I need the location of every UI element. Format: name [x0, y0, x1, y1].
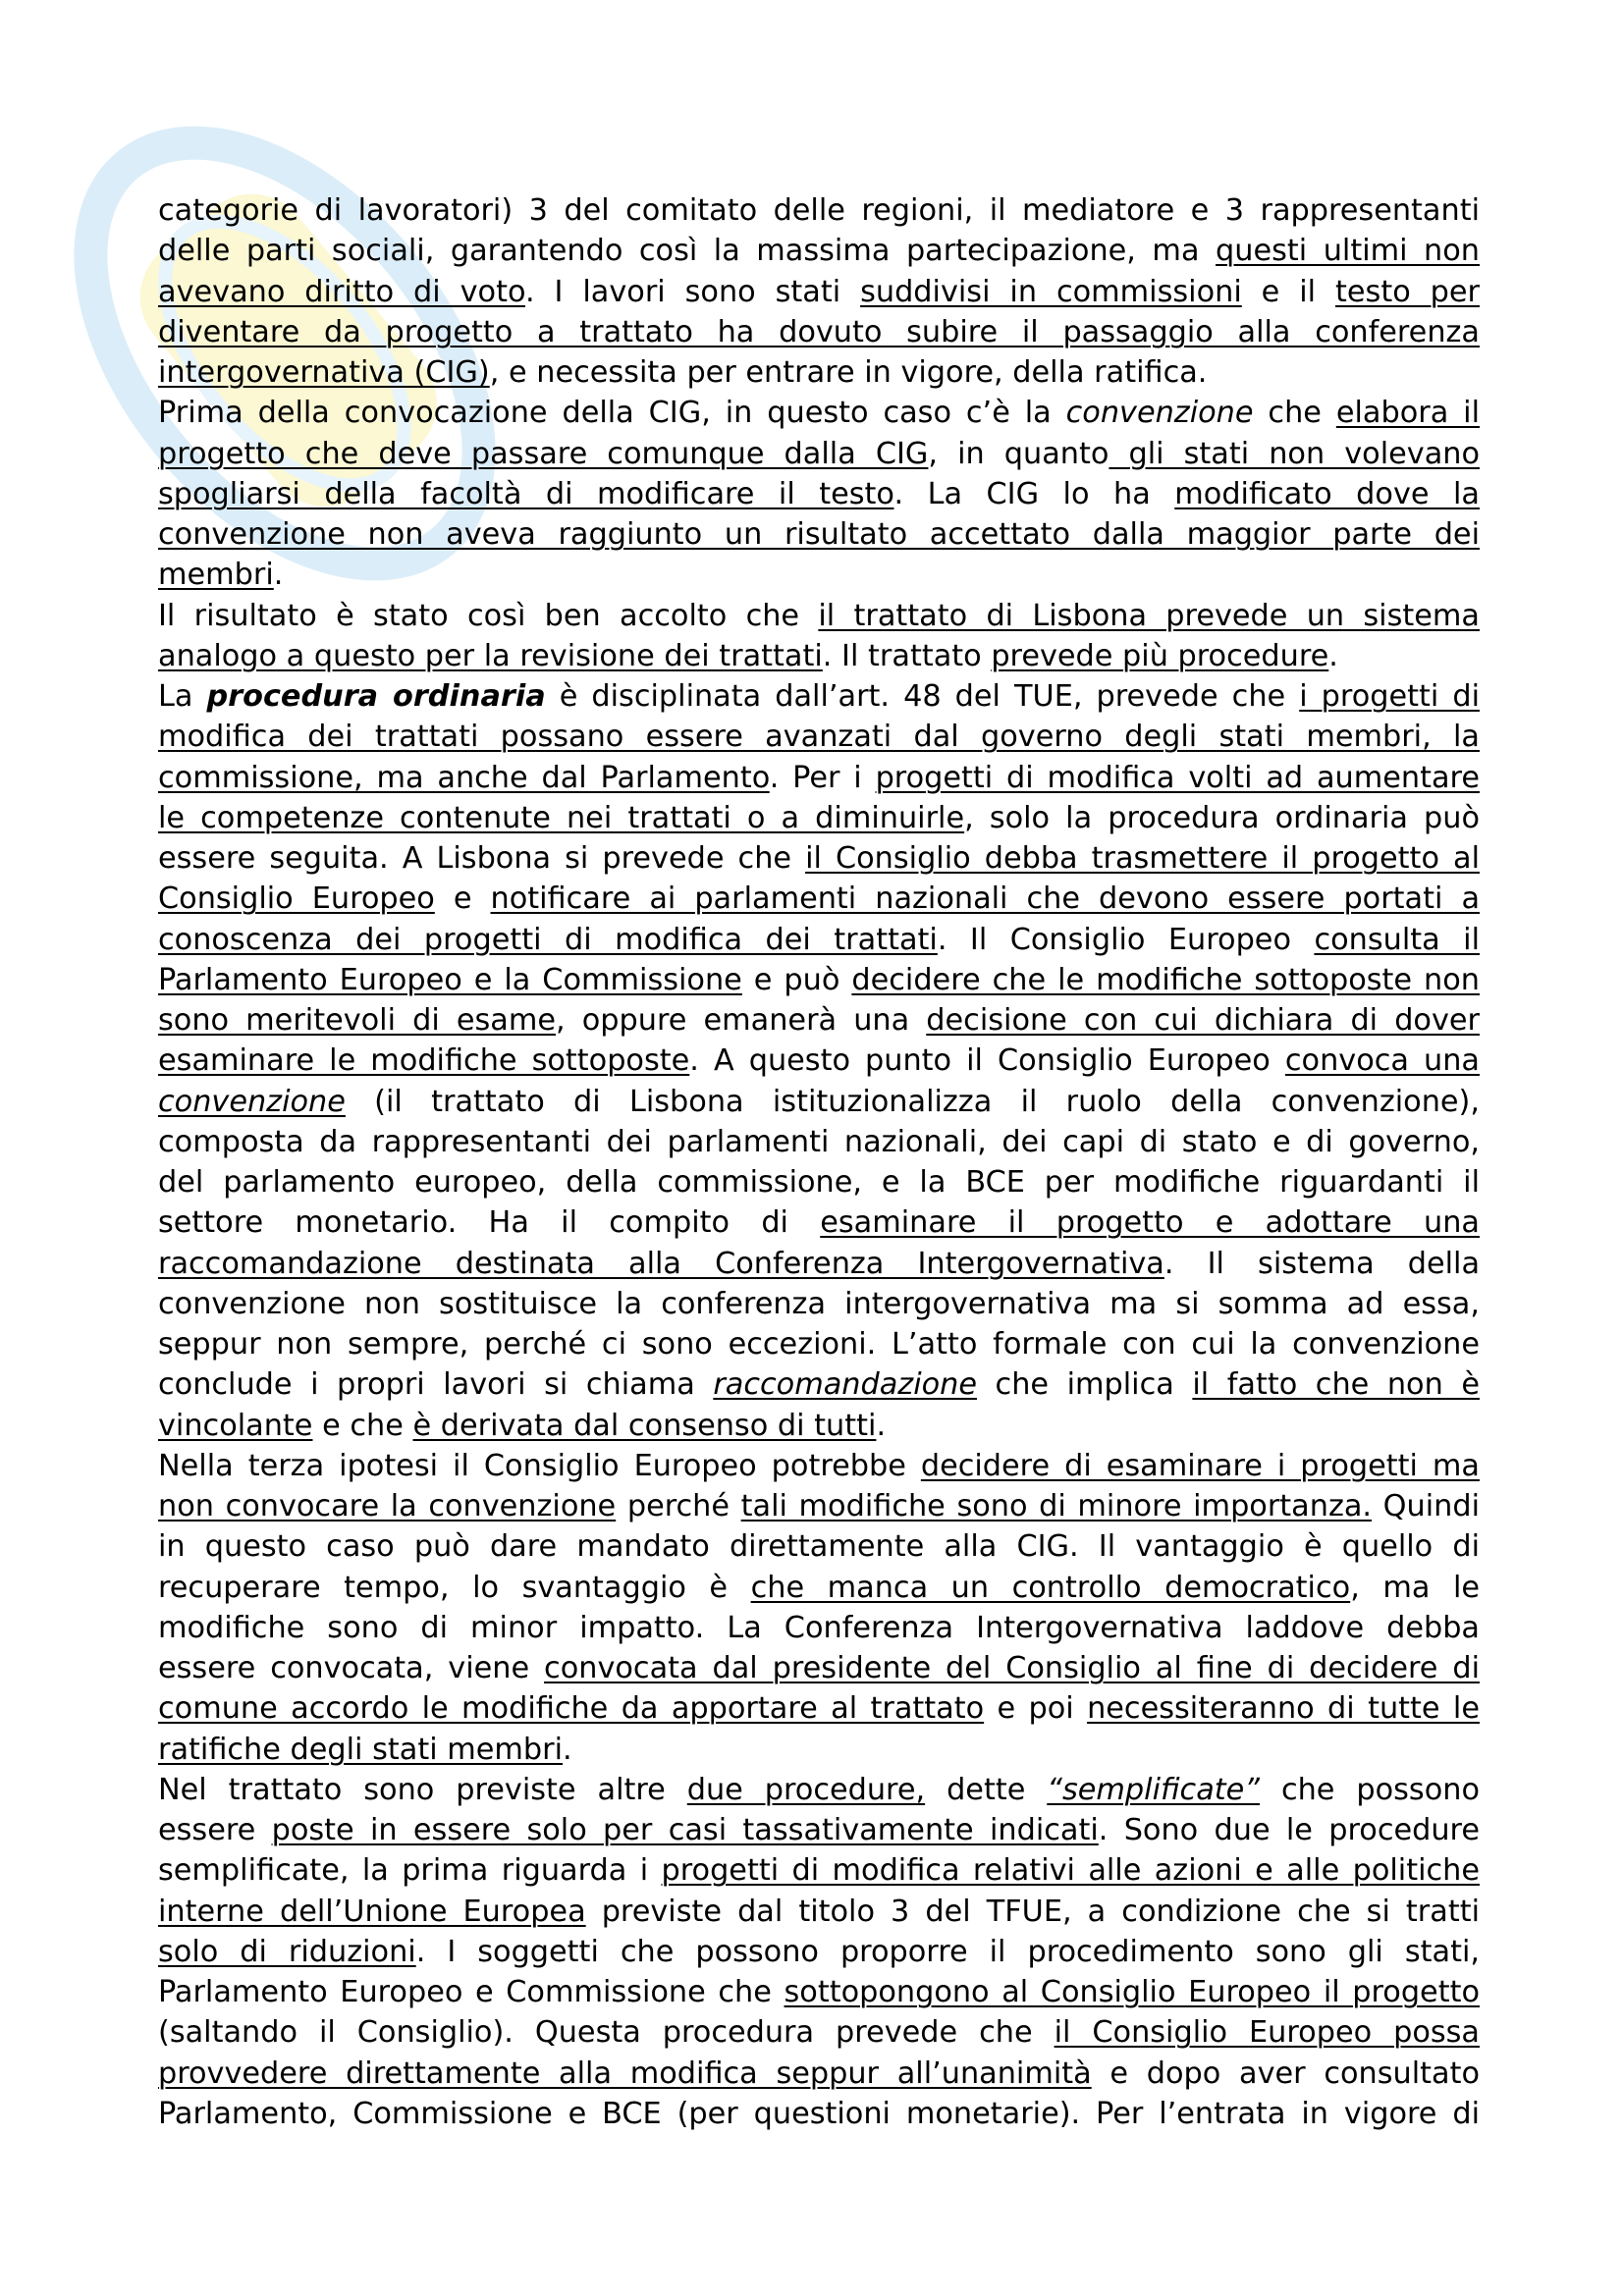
text-line: [158, 636, 1480, 676]
text-segment: modifiche sono di minor impatto. La Conferenza Intergovernativa laddove debba: [158, 1610, 1480, 1645]
text-line: [158, 1486, 1480, 1526]
underlined-text: tali modifiche sono di minore importanza.: [740, 1489, 1373, 1523]
underlined-text: decidere di esaminare i progetti ma: [920, 1448, 1480, 1483]
text-line: [158, 838, 1480, 879]
text-segment: (il trattato di Lisbona istituzionalizza il ruolo della convenzione),: [345, 1084, 1480, 1119]
text-segment: semplificate, la prima riguarda i: [158, 1853, 662, 1889]
underlined-text: convoca una: [1284, 1043, 1480, 1079]
underlined-text: il fatto che non è: [1192, 1367, 1480, 1403]
text-segment: che possono: [1260, 1772, 1480, 1807]
underlined-text: il Consiglio Europeo possa: [1054, 2015, 1480, 2051]
underlined-text: i progetti di: [1299, 679, 1480, 714]
text-line: [158, 1406, 1480, 1446]
underlined-text: suddivisi in commissioni: [860, 274, 1242, 309]
underlined-text: esaminare le modifiche sottoposte: [158, 1043, 690, 1079]
text-line: [158, 474, 1480, 514]
text-line: [158, 676, 1480, 717]
text-line: [158, 1244, 1480, 1284]
text-line: [158, 2054, 1480, 2094]
paragraph: [158, 393, 1480, 595]
text-segment: e poi: [984, 1691, 1088, 1727]
underlined-text: raccomandazione destinata alla Conferenza Intergovernativa: [158, 1246, 1164, 1281]
text-line: [158, 434, 1480, 474]
text-line: [158, 1446, 1480, 1486]
text-segment: . Il Consiglio Europeo: [937, 922, 1315, 957]
text-segment: , oppure emanerà una: [556, 1003, 927, 1038]
text-segment: Il risultato è stato così ben accolto che: [158, 598, 819, 633]
underlined-text: è derivata dal consenso di tutti: [412, 1408, 877, 1443]
text-line: [158, 1082, 1480, 1122]
text-segment: . A questo punto il Consiglio Europeo: [689, 1043, 1285, 1079]
text-line: [158, 879, 1480, 919]
underlined-text: progetto che deve passare comunque dalla CIG: [158, 436, 929, 471]
underlined-italic-text: convenzione: [158, 1084, 346, 1119]
underlined-text: decisione con cui dichiara di dover: [926, 1003, 1480, 1038]
text-segment: seppur non sempre, perché ci sono eccezioni. L’atto formale con cui la convenzione: [158, 1327, 1480, 1362]
underlined-text: prevede più procedure: [991, 638, 1329, 673]
underlined-text: che manca un controllo democratico: [750, 1570, 1351, 1605]
underlined-text: il trattato di Lisbona prevede un sistema: [818, 598, 1480, 633]
text-line: [158, 555, 1480, 595]
underlined-text: ratifiche degli stati membri: [158, 1732, 564, 1767]
text-segment: del parlamento europeo, della commissione, e la BCE per modifiche riguardanti il: [158, 1165, 1480, 1200]
text-segment: e che: [312, 1408, 413, 1443]
underlined-text: progetti di modifica volti ad aumentare: [875, 760, 1480, 795]
text-segment: settore monetario. Ha il compito di: [158, 1205, 821, 1241]
underlined-text: sono meritevoli di esame: [158, 1003, 557, 1038]
text-line: [158, 1892, 1480, 1932]
paragraph: [158, 1770, 1480, 2134]
text-line: [158, 1850, 1480, 1891]
underlined-text: elabora il: [1335, 396, 1480, 431]
paragraph: [158, 596, 1480, 677]
underlined-text: convocata dal presidente del Consiglio al fine di decidere di: [544, 1651, 1480, 1685]
text-line: [158, 312, 1480, 352]
underlined-text: membri: [158, 558, 274, 593]
underlined-text: comune accordo le modifiche da apportare al trattato: [158, 1691, 985, 1727]
text-line: [158, 1688, 1480, 1729]
text-line: [158, 2094, 1480, 2134]
text-segment: Nella terza ipotesi il Consiglio Europeo potrebbe: [158, 1448, 921, 1483]
paragraph: [158, 676, 1480, 1446]
underlined-text: notificare ai parlamenti nazionali che devono essere portati a: [490, 881, 1481, 917]
underlined-text: diventare da progetto a trattato ha dovuto subire il passaggio alla conferenza: [158, 314, 1480, 349]
underlined-text: convenzione non aveva raggiunto un risultato accettato dalla maggior parte dei: [158, 517, 1480, 552]
text-line: [158, 920, 1480, 960]
text-segment: e può: [741, 962, 852, 997]
text-segment: (saltando il Consiglio). Questa procedura prevede che: [158, 2015, 1055, 2051]
text-segment: . Il trattato: [822, 638, 992, 673]
text-segment: , e necessita per entrare in vigore, della ratifica.: [489, 355, 1208, 390]
text-line: [158, 1608, 1480, 1648]
text-segment: . I soggetti che possono proporre il procedimento sono gli stati,: [415, 1934, 1480, 1969]
text-line: [158, 1810, 1480, 1850]
text-segment: . Sono due le procedure: [1098, 1813, 1480, 1847]
underlined-text: provvedere direttamente alla modifica seppur all’unanimità: [158, 2056, 1092, 2091]
text-line: [158, 758, 1480, 798]
text-segment: recuperare tempo, lo svantaggio è: [158, 1570, 751, 1605]
underlined-text: conoscenza dei progetti di modifica dei trattati: [158, 922, 938, 957]
text-line: [158, 1568, 1480, 1608]
underlined-text: necessiteranno di tutte le: [1087, 1691, 1480, 1727]
text-segment: categorie di lavoratori) 3 del comitato delle regioni, il mediatore e 3 rappresentanti: [158, 193, 1480, 228]
text-segment: è disciplinata dall’art. 48 del TUE, prevede che: [545, 679, 1300, 714]
text-line: [158, 960, 1480, 1000]
text-line: [158, 1526, 1480, 1567]
text-segment: .: [1328, 638, 1338, 673]
text-segment: previste dal titolo 3 del TFUE, a condizione che si tratti: [585, 1894, 1480, 1929]
underlined-text: modificato dove la: [1174, 476, 1480, 511]
text-segment: Quindi: [1372, 1489, 1480, 1523]
underlined-text: solo di riduzioni: [158, 1934, 416, 1969]
underlined-text: poste in essere solo per casi tassativamente indicati: [271, 1813, 1099, 1847]
text-segment: , solo la procedura ordinaria può: [964, 800, 1480, 835]
text-line: [158, 1324, 1480, 1364]
text-line: [158, 1122, 1480, 1162]
text-segment: . La CIG lo ha: [893, 476, 1175, 511]
text-line: [158, 231, 1480, 271]
underlined-text: il Consiglio debba trasmettere il progetto al: [805, 841, 1481, 876]
text-line: [158, 1041, 1480, 1081]
underlined-text: progetti di modifica relativi alle azioni e alle politiche: [661, 1853, 1480, 1889]
underlined-text: consulta il: [1314, 922, 1480, 957]
text-segment: essere seguita. A Lisbona si prevede che: [158, 841, 806, 876]
text-segment: e il: [1241, 274, 1336, 309]
text-line: [158, 1770, 1480, 1810]
underlined-text: commissione, ma anche dal Parlamento: [158, 760, 770, 795]
text-segment: Parlamento Europeo e Commissione che: [158, 1975, 784, 2009]
text-segment: Nel trattato sono previste altre: [158, 1772, 687, 1807]
text-line: [158, 717, 1480, 757]
text-segment: , in quanto: [928, 436, 1109, 471]
text-segment: essere: [158, 1813, 272, 1847]
underlined-text: avevano diritto di voto: [158, 274, 525, 309]
text-segment: Prima della convocazione della CIG, in questo caso c’è la: [158, 396, 1066, 431]
underlined-text: modifica dei trattati possano essere avanzati dal governo degli stati membri, la: [158, 720, 1480, 755]
text-line: [158, 1648, 1480, 1688]
text-segment: , ma le: [1350, 1570, 1481, 1605]
text-line: [158, 1000, 1480, 1041]
underlined-italic-text: raccomandazione: [713, 1367, 977, 1403]
underlined-text: gli stati non volevano: [1109, 436, 1480, 471]
paragraph: [158, 190, 1480, 393]
underlined-text: spogliarsi della facoltà di modificare il testo: [158, 476, 894, 511]
text-segment: .: [876, 1408, 887, 1443]
text-segment: . Per i: [769, 760, 876, 795]
text-line: [158, 1202, 1480, 1243]
underlined-text: intergovernativa (CIG): [158, 355, 490, 390]
text-line: [158, 1730, 1480, 1770]
text-segment: dette: [925, 1772, 1048, 1807]
text-segment: conclude i propri lavori si chiama: [158, 1367, 714, 1403]
text-line: [158, 272, 1480, 312]
paragraph: [158, 1446, 1480, 1770]
text-line: [158, 596, 1480, 636]
underlined-italic-text: “semplificate”: [1047, 1772, 1260, 1807]
text-segment: e: [434, 881, 491, 917]
underlined-text: Consiglio Europeo: [158, 881, 435, 917]
text-segment: .: [273, 558, 284, 593]
underlined-text: vincolante: [158, 1408, 313, 1443]
underlined-text: questi ultimi non: [1216, 234, 1480, 269]
underlined-text: interne dell’Unione Europea: [158, 1894, 586, 1929]
text-line: [158, 1284, 1480, 1324]
text-line: [158, 1364, 1480, 1405]
text-line: [158, 352, 1480, 393]
text-segment: essere convocata, viene: [158, 1651, 545, 1685]
bold-italic-text: procedura ordinaria: [206, 679, 546, 714]
document-body-text: [158, 190, 1480, 2134]
text-segment: e dopo aver consultato: [1091, 2056, 1480, 2091]
text-segment: . Il sistema della: [1163, 1246, 1481, 1281]
text-segment: convenzione non sostituisce la conferenza intergovernativa ma si somma ad essa,: [158, 1286, 1480, 1321]
text-line: [158, 2012, 1480, 2053]
underlined-text: Parlamento Europeo e la Commissione: [158, 962, 742, 997]
underlined-text: due procedure,: [686, 1772, 926, 1807]
text-line: [158, 1932, 1480, 1972]
text-segment: composta da rappresentanti dei parlamenti nazionali, dei capi di stato e di governo,: [158, 1124, 1480, 1159]
text-segment: . I lavori sono stati: [524, 274, 861, 309]
text-line: [158, 1162, 1480, 1202]
text-line: [158, 393, 1480, 433]
underlined-text: non convocare la convenzione: [158, 1489, 617, 1523]
underlined-text: testo per: [1335, 274, 1480, 309]
underlined-text: esaminare il progetto e adottare una: [820, 1205, 1480, 1241]
text-line: [158, 514, 1480, 555]
text-segment: perché: [616, 1489, 741, 1523]
text-segment: che implica: [977, 1367, 1193, 1403]
italic-text: convenzione: [1065, 396, 1254, 431]
underlined-text: le competenze contenute nei trattati o a diminuirle: [158, 800, 965, 835]
underlined-text: sottopongono al Consiglio Europeo il progetto: [784, 1975, 1480, 2009]
text-segment: Parlamento, Commissione e BCE (per questioni monetarie). Per l’entrata in vigore di: [158, 2096, 1480, 2131]
text-line: [158, 798, 1480, 838]
text-segment: .: [563, 1732, 572, 1767]
text-segment: in questo caso può dare mandato direttamente alla CIG. Il vantaggio è quello di: [158, 1529, 1480, 1565]
text-segment: che: [1253, 396, 1336, 431]
text-segment: delle parti sociali, garantendo così la massima partecipazione, ma: [158, 234, 1217, 269]
text-segment: La: [158, 679, 207, 714]
underlined-text: analogo a questo per la revisione dei trattati: [158, 638, 823, 673]
text-line: [158, 190, 1480, 231]
text-line: [158, 1972, 1480, 2012]
underlined-text: decidere che le modifiche sottoposte non: [851, 962, 1480, 997]
